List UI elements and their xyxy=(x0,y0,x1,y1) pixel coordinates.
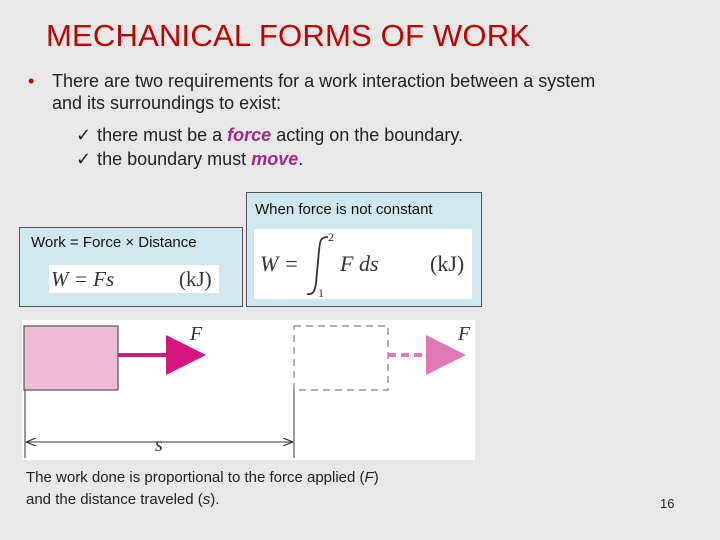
caption-text: ) and the distance traveled ( xyxy=(26,469,379,508)
check-icon: ✓ xyxy=(76,149,92,170)
bullet-marker: • xyxy=(28,71,35,91)
block-final xyxy=(294,326,388,390)
eq-integrand: F ds xyxy=(340,251,379,276)
distance-label: s xyxy=(155,434,163,456)
eq-unit: (kJ) xyxy=(430,251,465,276)
caption-force-symbol: F xyxy=(364,469,374,486)
constant-force-box xyxy=(19,227,243,307)
highlight-word: move xyxy=(251,149,299,169)
bullet-text: There are two requirements for a work interaction between a system and its surroundings to exist: xyxy=(52,71,596,113)
requirement-text: there must be a xyxy=(97,125,228,145)
variable-force-label: When force is not constant xyxy=(255,201,433,218)
caption-text: The work done is proportional to the force applied ( xyxy=(26,469,365,486)
requirement-text: acting on the boundary. xyxy=(271,125,463,145)
requirement-text: the boundary must xyxy=(97,149,252,169)
eq-lhs: W = xyxy=(260,251,299,276)
ghost-force-label: F xyxy=(458,323,471,345)
caption-text: ). xyxy=(210,491,220,508)
requirement-force xyxy=(76,124,463,147)
page-number: 16 xyxy=(660,496,675,511)
eq-lower-limit: 1 xyxy=(318,286,324,299)
integral-equation xyxy=(254,229,472,299)
integral-equation-svg xyxy=(254,229,472,299)
eq-unit: (kJ) xyxy=(179,267,212,291)
slide-title: MECHANICAL FORMS OF WORK xyxy=(46,18,531,53)
diagram-svg xyxy=(22,320,475,460)
diagram-caption xyxy=(26,467,386,511)
force-distance-diagram xyxy=(22,320,475,460)
eq-lhs: W = Fs xyxy=(51,267,115,291)
variable-force-box xyxy=(246,192,482,307)
caption-distance-symbol: s xyxy=(202,491,211,508)
block-initial xyxy=(24,326,118,390)
constant-force-label: Work = Force × Distance xyxy=(31,234,197,251)
eq-upper-limit: 2 xyxy=(328,230,334,244)
highlight-word: force xyxy=(227,125,272,145)
check-icon: ✓ xyxy=(76,125,92,146)
requirement-text: . xyxy=(298,149,304,169)
work-equation xyxy=(49,265,219,293)
work-equation-svg xyxy=(49,265,219,293)
force-label: F xyxy=(190,323,203,345)
requirement-move xyxy=(76,148,303,171)
